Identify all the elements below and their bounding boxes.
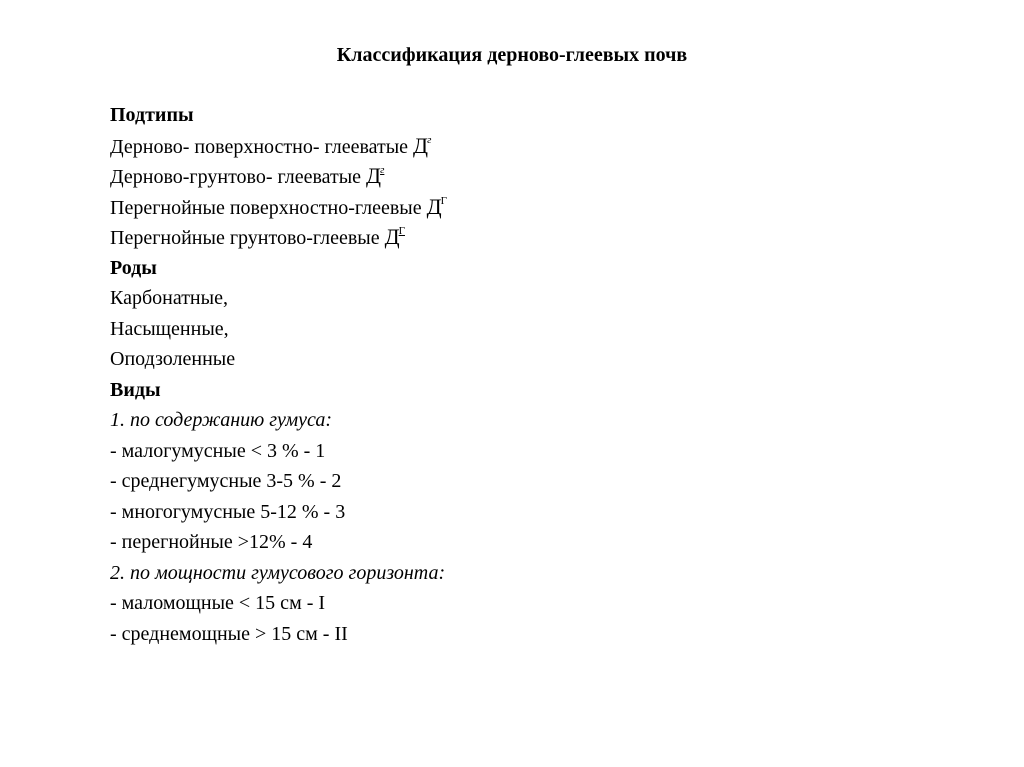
genera-heading: Роды <box>110 256 157 279</box>
species-group-2-title: 2. по мощности гумусового горизонта: <box>110 561 446 584</box>
subtype-item-3-symbol <box>427 192 448 227</box>
genus-item-1: Карбонатные, <box>110 287 228 309</box>
subtype-item-1-symbol <box>413 131 432 166</box>
subtype-item-4-symbol-letter: Д <box>384 224 400 249</box>
subtype-item-4-symbol-index: Г <box>398 225 405 237</box>
subtype-item-4 <box>110 222 930 253</box>
species-group-1-item-1: - малогумусные < 3 % - 1 <box>110 439 326 462</box>
species-group-1-title: 1. по содержанию гумуса: <box>110 409 333 431</box>
subtype-item-1-text: Дерново- поверхностно- глееватые <box>110 135 414 158</box>
subtype-item-2-symbol-letter: Д <box>366 163 382 188</box>
subtype-item-3-symbol-letter: Д <box>426 193 442 219</box>
subtype-item-3 <box>110 192 930 223</box>
species-group-2-item-2: - среднемощные > 15 см - II <box>110 622 348 645</box>
species-group-2-item-1: - маломощные < 15 см - I <box>110 592 326 614</box>
subtype-item-3-symbol-index: Г <box>440 194 447 207</box>
species-group-1-item-4: - перегнойные >12% - 4 <box>110 531 313 553</box>
species-group-1-item-2: - среднегумусные 3-5 % - 2 <box>110 470 342 492</box>
species-group-1-item-3: - многогумусные 5-12 % - 3 <box>110 500 346 523</box>
subtype-item-1-symbol-index: г <box>427 133 432 146</box>
content-body <box>110 100 930 649</box>
subtype-item-3-text: Перегнойные поверхностно-глеевые <box>110 196 427 219</box>
subtype-item-4-symbol <box>385 222 406 257</box>
subtype-item-1-symbol-letter: Д <box>413 132 429 158</box>
subtype-item-1 <box>110 131 930 162</box>
subtype-item-2-text: Дерново-грунтово- глееватые <box>110 166 367 188</box>
subtype-item-2 <box>110 161 930 192</box>
species-heading: Виды <box>110 378 161 401</box>
subtype-item-2-symbol <box>366 161 385 196</box>
subtype-item-4-text: Перегнойные грунтово-глеевые <box>110 227 385 249</box>
subtypes-heading: Подтипы <box>110 104 194 126</box>
subtype-item-2-symbol-index: г <box>380 164 385 176</box>
genus-item-2: Насыщенные, <box>110 317 229 340</box>
page-title: Классификация дерново-глеевых почв <box>336 44 688 66</box>
genus-item-3: Оподзоленные <box>110 348 236 370</box>
